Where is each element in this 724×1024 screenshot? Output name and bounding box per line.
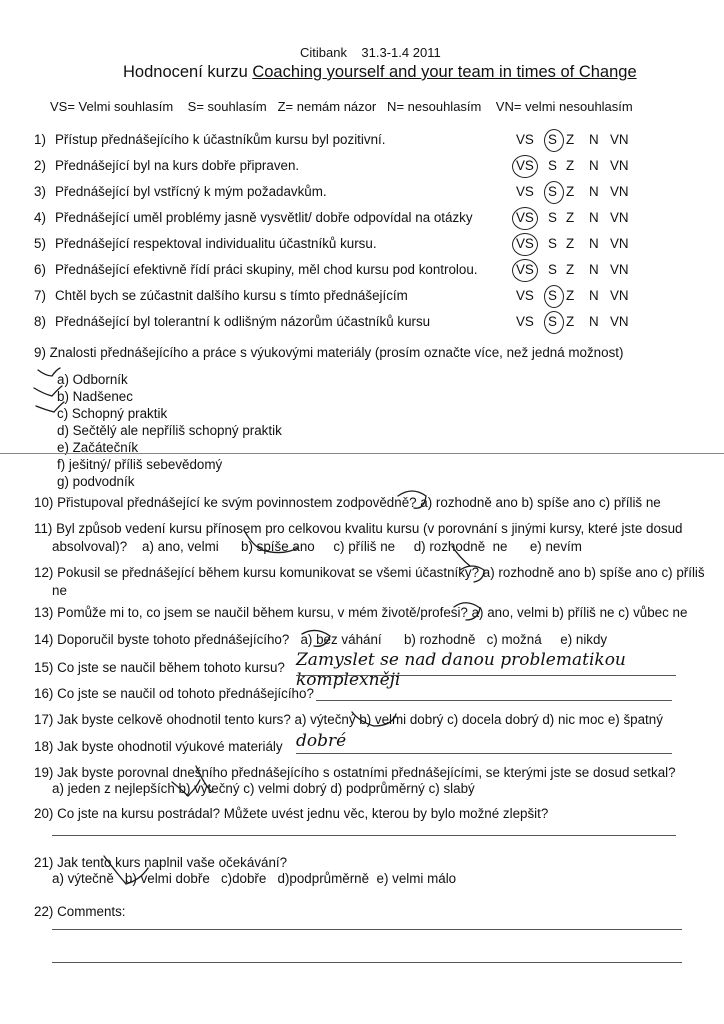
- course-name: Coaching yourself and your team in times of Change: [252, 63, 637, 81]
- question-text: Přednášející respektoval individualitu účastníků kursu.: [55, 236, 377, 251]
- rating-option-vs[interactable]: VS: [516, 132, 534, 147]
- comments-line-2[interactable]: [52, 962, 682, 963]
- rating-option-s[interactable]: S: [548, 314, 557, 329]
- q18-handwritten-answer[interactable]: dobré: [296, 731, 347, 751]
- rating-option-n[interactable]: N: [589, 288, 599, 303]
- rating-option-n[interactable]: N: [589, 262, 599, 277]
- question-number: 2): [34, 158, 46, 173]
- bank-name: Citibank: [300, 45, 347, 60]
- selected-rating-circle: [544, 129, 564, 152]
- rating-option-vs[interactable]: VS: [516, 184, 534, 199]
- question-number: 6): [34, 262, 46, 277]
- fold-line: [0, 453, 724, 454]
- q11-line1: 11) Byl způsob vedení kursu přínosem pro celkovou kvalitu kursu (v porovnání s jinými kursy, které jste dosud: [34, 521, 683, 536]
- q10-text: 10) Přistupoval přednášející ke svým povinnostem zodpovědně? a) rozhodně ano b) spíše ano c) příliš ne: [34, 495, 661, 510]
- q21-line2: a) výtečně b) velmi dobře c)dobře d)podprůměrně e) velmi málo: [52, 871, 457, 886]
- question-text: Chtěl bych se zúčastnit dalšího kursu s tímto přednášejícím: [55, 288, 408, 303]
- rating-option-s[interactable]: S: [548, 262, 557, 277]
- q19-line1: 19) Jak byste porovnal dnešního přednášejícího s ostatními přednášejícími, se kterými jste se dosud setkal?: [34, 765, 676, 780]
- selected-rating-circle: [512, 233, 538, 256]
- comments-line-1[interactable]: [52, 929, 682, 930]
- rating-option-vs[interactable]: VS: [516, 262, 534, 277]
- question-text: Přednášející byl tolerantní k odlišným názorům účastníků kursu: [55, 314, 431, 329]
- question-text: Přístup přednášejícího k účastníkům kursu byl pozitivní.: [55, 132, 386, 147]
- rating-option-z[interactable]: Z: [566, 288, 575, 303]
- q9-option-d[interactable]: d) Sečtělý ale nepříliš schopný praktik: [57, 423, 282, 438]
- scale-legend: VS= Velmi souhlasím S= souhlasím Z= nemám názor N= nesouhlasím VN= velmi nesouhlasím: [50, 99, 633, 114]
- course-dates: 31.3-1.4 2011: [361, 45, 441, 60]
- header-line: [300, 45, 441, 60]
- rating-option-z[interactable]: Z: [566, 184, 575, 199]
- rating-option-z[interactable]: Z: [566, 314, 575, 329]
- q15-text: 15) Co jste se naučil během tohoto kursu?: [34, 660, 285, 675]
- rating-option-vs[interactable]: VS: [516, 158, 534, 173]
- rating-option-vn[interactable]: VN: [610, 210, 629, 225]
- rating-option-n[interactable]: N: [589, 210, 599, 225]
- q12-line2: ne: [52, 583, 67, 598]
- q9-option-e[interactable]: e) Začátečník: [57, 440, 139, 455]
- rating-option-vn[interactable]: VN: [610, 158, 629, 173]
- rating-option-z[interactable]: Z: [566, 262, 575, 277]
- rating-option-vn[interactable]: VN: [610, 288, 629, 303]
- rating-option-vn[interactable]: VN: [610, 236, 629, 251]
- question-text: Přednášející uměl problémy jasně vysvětlit/ dobře odpovídal na otázky: [55, 210, 473, 225]
- q11-line2: absolvoval)? a) ano, velmi b) spíše ano c) příliš ne d) rozhodně ne e) nevím: [52, 539, 582, 554]
- rating-option-vn[interactable]: VN: [610, 184, 629, 199]
- question-number: 5): [34, 236, 46, 251]
- selected-rating-circle: [512, 259, 538, 282]
- rating-option-vn[interactable]: VN: [610, 262, 629, 277]
- q9-option-b[interactable]: b) Nadšenec: [57, 389, 133, 404]
- q9-text: 9) Znalosti přednášejícího a práce s výukovými materiály (prosím označte více, než jedná možnost): [34, 345, 624, 360]
- q14-text: 14) Doporučil byste tohoto přednášejícího? a) bez váhání b) rozhodně c) možná e) nikdy: [34, 632, 608, 647]
- question-number: 4): [34, 210, 46, 225]
- rating-option-vs[interactable]: VS: [516, 236, 534, 251]
- question-number: 7): [34, 288, 46, 303]
- q16-answer-line[interactable]: [316, 700, 672, 701]
- q22-text: 22) Comments:: [34, 904, 126, 919]
- rating-option-z[interactable]: Z: [566, 236, 575, 251]
- rating-option-s[interactable]: S: [548, 210, 557, 225]
- q18-text: 18) Jak byste ohodnotil výukové materiály: [34, 739, 283, 754]
- question-number: 1): [34, 132, 46, 147]
- rating-option-z[interactable]: Z: [566, 132, 575, 147]
- q20-text: 20) Co jste na kursu postrádal? Můžete uvést jednu věc, kterou by bylo možné zlepšit?: [34, 806, 549, 821]
- selected-rating-circle: [544, 311, 564, 334]
- q21-line1: 21) Jak tento kurs naplnil vaše očekávání?: [34, 855, 288, 870]
- rating-option-vs[interactable]: VS: [516, 314, 534, 329]
- rating-option-n[interactable]: N: [589, 236, 599, 251]
- rating-option-vn[interactable]: VN: [610, 132, 629, 147]
- rating-option-z[interactable]: Z: [566, 210, 575, 225]
- question-text: Přednášející byl vstřícný k mým požadavkům.: [55, 184, 327, 199]
- selected-rating-circle: [544, 285, 564, 308]
- selected-rating-circle: [512, 155, 538, 178]
- q9-option-f[interactable]: f) ješitný/ příliš sebevědomý: [57, 457, 223, 472]
- q19-line2: a) jeden z nejlepších b) výtečný c) velmi dobrý d) podprůměrný c) slabý: [52, 781, 475, 796]
- question-text: Přednášející byl na kurs dobře připraven.: [55, 158, 300, 173]
- question-number: 8): [34, 314, 46, 329]
- selected-rating-circle: [512, 207, 538, 230]
- q9-option-a[interactable]: a) Odborník: [57, 372, 128, 387]
- q20-answer-line[interactable]: [52, 835, 676, 836]
- rating-option-z[interactable]: Z: [566, 158, 575, 173]
- page-title: [123, 63, 637, 82]
- question-text: Přednášející efektivně řídí práci skupiny, měl chod kursu pod kontrolou.: [55, 262, 478, 277]
- rating-option-s[interactable]: S: [548, 288, 557, 303]
- q18-answer-line: [296, 753, 672, 754]
- rating-option-n[interactable]: N: [589, 132, 599, 147]
- q15-answer-line: [296, 675, 676, 676]
- q17-text: 17) Jak byste celkově ohodnotil tento kurs? a) výtečný b) velmi dobrý c) docela dobrý d) nic moc e) špatný: [34, 712, 663, 727]
- rating-option-s[interactable]: S: [548, 132, 557, 147]
- rating-option-s[interactable]: S: [548, 236, 557, 251]
- rating-option-s[interactable]: S: [548, 184, 557, 199]
- selected-rating-circle: [544, 181, 564, 204]
- q12-line1: 12) Pokusil se přednášející během kursu komunikovat se všemi účastníky? a) rozhodně ano b) spíše ano c) příliš: [34, 565, 705, 580]
- rating-option-s[interactable]: S: [548, 158, 557, 173]
- rating-option-n[interactable]: N: [589, 158, 599, 173]
- rating-option-n[interactable]: N: [589, 314, 599, 329]
- q9-option-c[interactable]: c) Schopný praktik: [57, 406, 168, 421]
- rating-option-vs[interactable]: VS: [516, 210, 534, 225]
- question-number: 3): [34, 184, 46, 199]
- rating-option-vn[interactable]: VN: [610, 314, 629, 329]
- q9-option-g[interactable]: g) podvodník: [57, 474, 135, 489]
- q13-text: 13) Pomůže mi to, co jsem se naučil během kursu, v mém životě/profesi? a) ano, velmi b) příliš ne c) vůbec ne: [34, 605, 688, 620]
- rating-option-vs[interactable]: VS: [516, 288, 534, 303]
- rating-option-n[interactable]: N: [589, 184, 599, 199]
- q16-text: 16) Co jste se naučil od tohoto přednášejícího?: [34, 686, 314, 701]
- q15-handwritten-answer[interactable]: Zamyslet se nad danou problematikou komplexněji: [296, 650, 626, 690]
- title-prefix: Hodnocení kurzu: [123, 63, 253, 81]
